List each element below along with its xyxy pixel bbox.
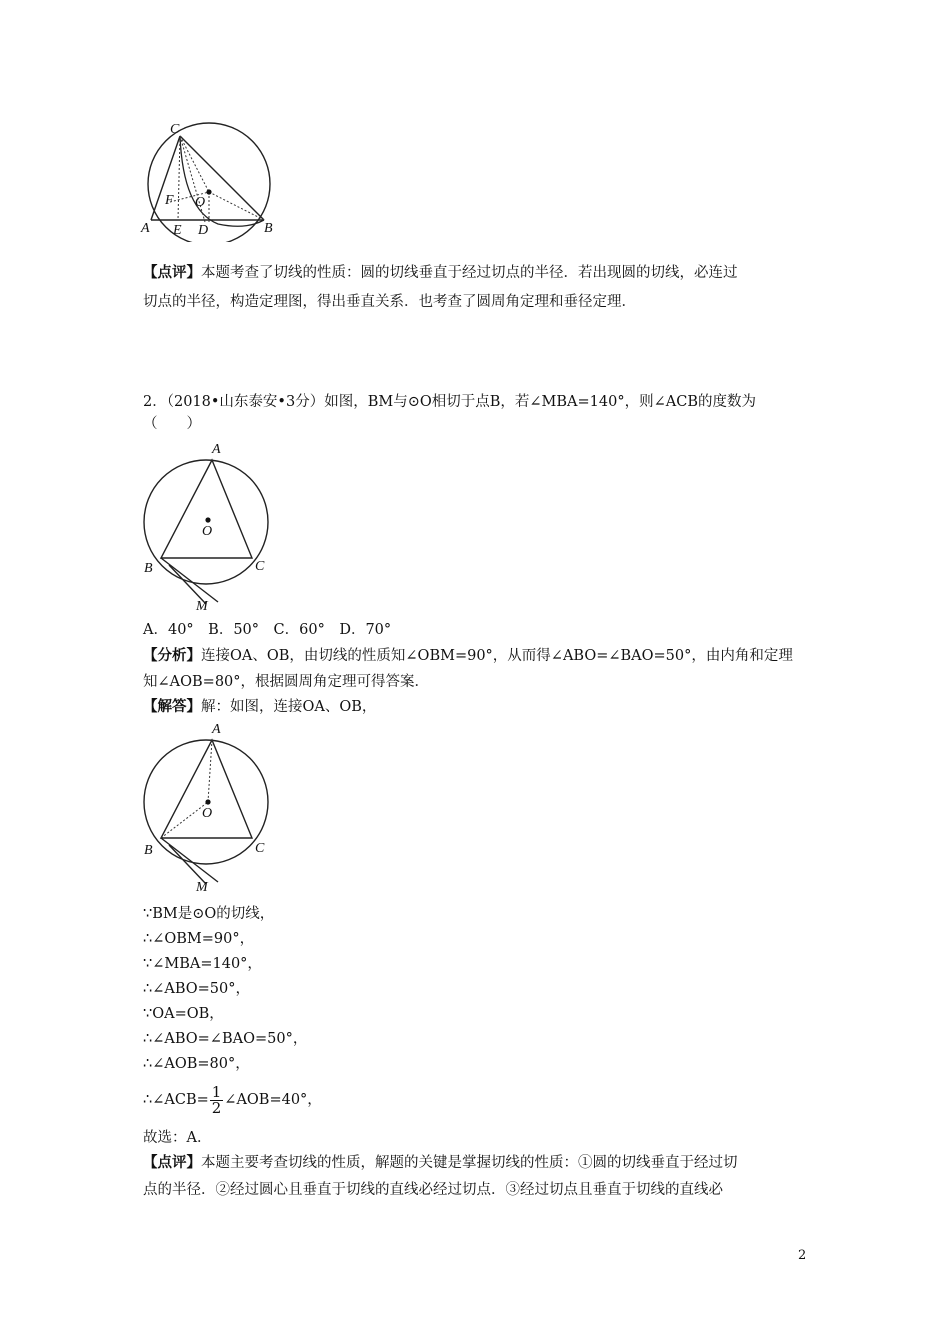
figure-3 (136, 716, 276, 896)
fraction-denominator: 2 (211, 1098, 222, 1117)
step-1: ∵BM是⊙O的切线， (143, 906, 275, 922)
step-5: ∵OA=OB， (143, 1006, 224, 1022)
label-c: C (170, 122, 180, 137)
step-4: ∴∠ABO=50°， (143, 981, 251, 997)
label-c: C (255, 559, 265, 574)
label-b: B (144, 843, 153, 858)
label-o: O (202, 524, 213, 539)
comment-1-line-1 (143, 263, 738, 283)
label-a: A (141, 221, 150, 236)
fraction-numerator: 1 (211, 1082, 222, 1101)
page-number: 2 (798, 1248, 807, 1263)
comment-2-line-1 (143, 1153, 738, 1173)
label-m: M (196, 599, 208, 614)
label-b: B (144, 561, 153, 576)
comment-1-line-2: 切点的半径，构造定理图，得出垂直关系．也考查了圆周角定理和垂径定理． (143, 294, 636, 310)
analysis-tag: 【分析】 (143, 647, 201, 664)
figure-2 (136, 436, 276, 616)
step-final (143, 1082, 322, 1118)
label-d: D (198, 223, 209, 238)
label-f: F (165, 193, 174, 208)
comment-tag: 【点评】 (143, 264, 201, 281)
final-prefix: ∴∠ACB= (143, 1092, 209, 1108)
choice-line: 故选：A． (143, 1130, 212, 1146)
comment-2-line-2: 点的半径．②经过圆心且垂直于切线的直线必经过切点．③经过切点且垂直于切线的直线必 (143, 1182, 723, 1198)
label-o: O (195, 195, 206, 210)
label-o: O (202, 806, 213, 821)
label-a: A (212, 442, 221, 457)
figure-1 (138, 118, 288, 242)
step-7: ∴∠AOB=80°， (143, 1056, 250, 1072)
answer-options: A．40° B．50° C．60° D．70° (143, 622, 392, 638)
answer-intro: 解：如图，连接OA、OB， (201, 699, 377, 715)
final-suffix: ∠AOB=40°， (224, 1092, 322, 1108)
comment-2-text-1: 本题主要考查切线的性质，解题的关键是掌握切线的性质：①圆的切线垂直于经过切 (201, 1155, 738, 1171)
answer-intro-line (143, 697, 376, 717)
comment-tag: 【点评】 (143, 1154, 201, 1171)
label-b: B (264, 221, 273, 236)
step-6: ∴∠ABO=∠BAO=50°， (143, 1031, 308, 1047)
label-a: A (212, 722, 221, 737)
analysis-line-1 (143, 646, 793, 666)
step-2: ∴∠OBM=90°， (143, 931, 255, 947)
answer-tag: 【解答】 (143, 698, 201, 715)
step-3: ∵∠MBA=140°， (143, 956, 262, 972)
analysis-line-2: 知∠AOB=80°，根据圆周角定理可得答案． (143, 674, 430, 690)
label-e: E (173, 223, 182, 238)
fraction-one-half (210, 1082, 224, 1117)
label-m: M (196, 880, 208, 895)
question-2-line-1: 2．（2018•山东泰安•3分）如图，BM与⊙O相切于点B，若∠MBA=140°，则∠ACB的度数为 (143, 394, 756, 410)
question-2-line-2: （ ） (143, 416, 201, 432)
comment-1-text-1: 本题考查了切线的性质：圆的切线垂直于经过切点的半径．若出现圆的切线，必连过 (201, 265, 738, 281)
label-c: C (255, 841, 265, 856)
analysis-text-1: 连接OA、OB，由切线的性质知∠OBM=90°，从而得∠ABO=∠BAO=50°，由内角和定理 (201, 648, 793, 664)
